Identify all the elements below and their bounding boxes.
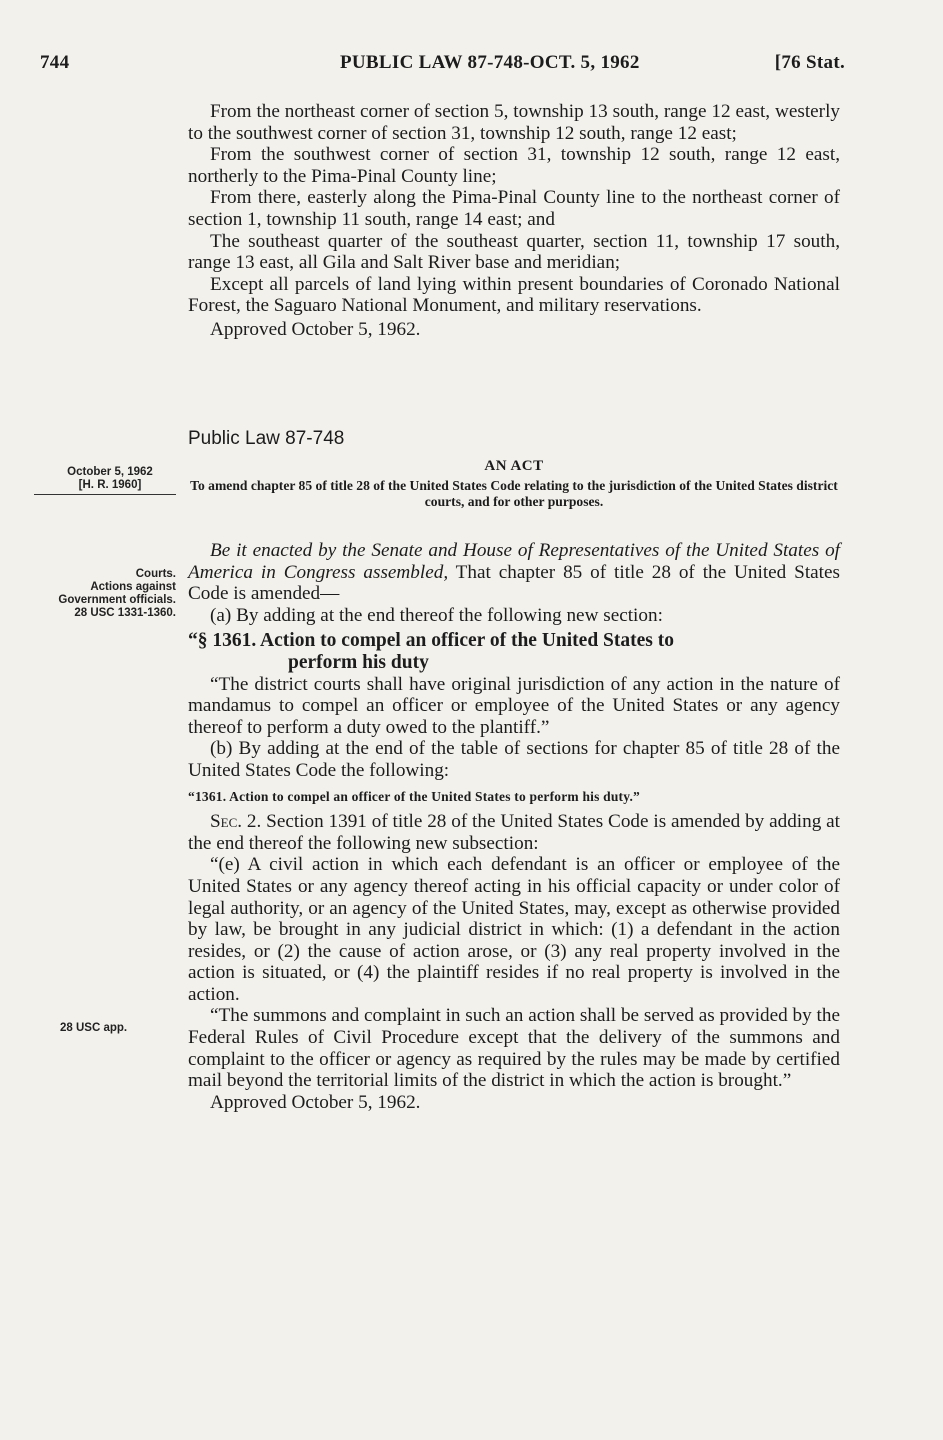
an-act-heading: AN ACT bbox=[484, 458, 544, 474]
enacting-italic: Be it enacted by the Senate and House of Representatives of the United States of America in Congress assembled, bbox=[188, 540, 840, 583]
paragraph: From the northeast corner of section 5, township 13 south, range 12 east, westerly to the southwest corner of section 31, township 12 south, range 12 east; bbox=[188, 101, 840, 144]
margin-topic: 28 USC 1331-1360. bbox=[74, 607, 176, 619]
enacting-rest: That chapter 85 of title 28 of the United States Code is amended— bbox=[188, 561, 840, 605]
section-heading bbox=[188, 630, 840, 673]
paragraph: From there, easterly along the Pima-Pinal County line to the northeast corner of section 1, township 11 south, range 14 east; and bbox=[188, 187, 840, 230]
summons-paragraph: “The summons and complaint in such an action shall be served as provided by the Federal Rules of Civil Procedure except that the delivery of the summons and complaint to the officer or agency as required by the rules may be made by certified mail beyond the territorial limits of the district in which the action is brought.” bbox=[188, 1005, 840, 1092]
section-heading-line1: “§ 1361. Action to compel an officer of the United States to bbox=[188, 630, 674, 652]
margin-topic: Actions against Government officials. bbox=[58, 581, 176, 606]
previous-law-continuation bbox=[188, 101, 840, 341]
statute-volume: [76 Stat. bbox=[774, 52, 845, 73]
header-title: PUBLIC LAW 87-748-OCT. 5, 1962 bbox=[340, 52, 640, 73]
public-law-title: Public Law 87-748 bbox=[188, 428, 345, 449]
paragraph: The southeast quarter of the southeast quarter, section 11, township 17 south, range 13 east, all Gila and Salt River base and meridian; bbox=[188, 230, 840, 274]
paragraph: From the southwest corner of section 31, township 12 south, range 12 east, northerly to the Pima-Pinal County line; bbox=[188, 144, 840, 187]
approval-line: Approved October 5, 1962. bbox=[210, 1091, 421, 1113]
margin-bill-number: [H. R. 1960] bbox=[78, 479, 142, 491]
table-entry: “1361. Action to compel an officer of the United States to perform his duty.” bbox=[188, 788, 640, 804]
section-heading-line2: perform his duty bbox=[288, 651, 429, 673]
section-2 bbox=[188, 811, 840, 854]
sec-2-label: Sec. 2. bbox=[210, 811, 262, 833]
sec-2-text: Section 1391 of title 28 of the United States Code is amended by adding at the end thereof the following new subsection: bbox=[188, 811, 840, 854]
enacting-clause bbox=[188, 540, 840, 605]
act-body bbox=[188, 540, 840, 1113]
section-text: “The district courts shall have original jurisdiction of any action in the nature of mandamus to compel an officer or employee of the United States or any agency thereof to perform a duty owed to the plantiff.” bbox=[188, 673, 840, 738]
margin-date bbox=[50, 466, 170, 492]
subsection-e: “(e) A civil action in which each defendant is an officer or employee of the United States or any agency thereof acting in his official capacity or under color of legal authority, or an agency of the United States, may, except as otherwise provided by law, be brought in any judicial district in which: (1) a defendant in the action resides, or (2) the cause of action arose, or (3) any real property involved in the action is situated, or (4) the plaintiff resides if no real property is involved in the action. bbox=[188, 854, 840, 1005]
margin-date-text: October 5, 1962 bbox=[67, 466, 153, 478]
margin-topics bbox=[36, 568, 176, 620]
item-a: (a) By adding at the end thereof the following new section: bbox=[210, 604, 663, 626]
margin-rule bbox=[34, 494, 176, 495]
margin-usc-app: 28 USC app. bbox=[60, 1022, 128, 1034]
item-b: (b) By adding at the end of the table of sections for chapter 85 of title 28 of the United States Code the following: bbox=[188, 738, 840, 781]
act-purpose: To amend chapter 85 of title 28 of the United States Code relating to the jurisdiction of the United States district courts, and for other purposes. bbox=[190, 478, 838, 509]
approval-line: Approved October 5, 1962. bbox=[210, 318, 421, 340]
margin-topic: Courts. bbox=[135, 568, 176, 580]
running-header bbox=[40, 52, 845, 82]
paragraph: Except all parcels of land lying within present boundaries of Coronado National Forest, the Saguaro National Monument, and military reservations. bbox=[188, 273, 840, 317]
page-number: 744 bbox=[40, 52, 70, 73]
